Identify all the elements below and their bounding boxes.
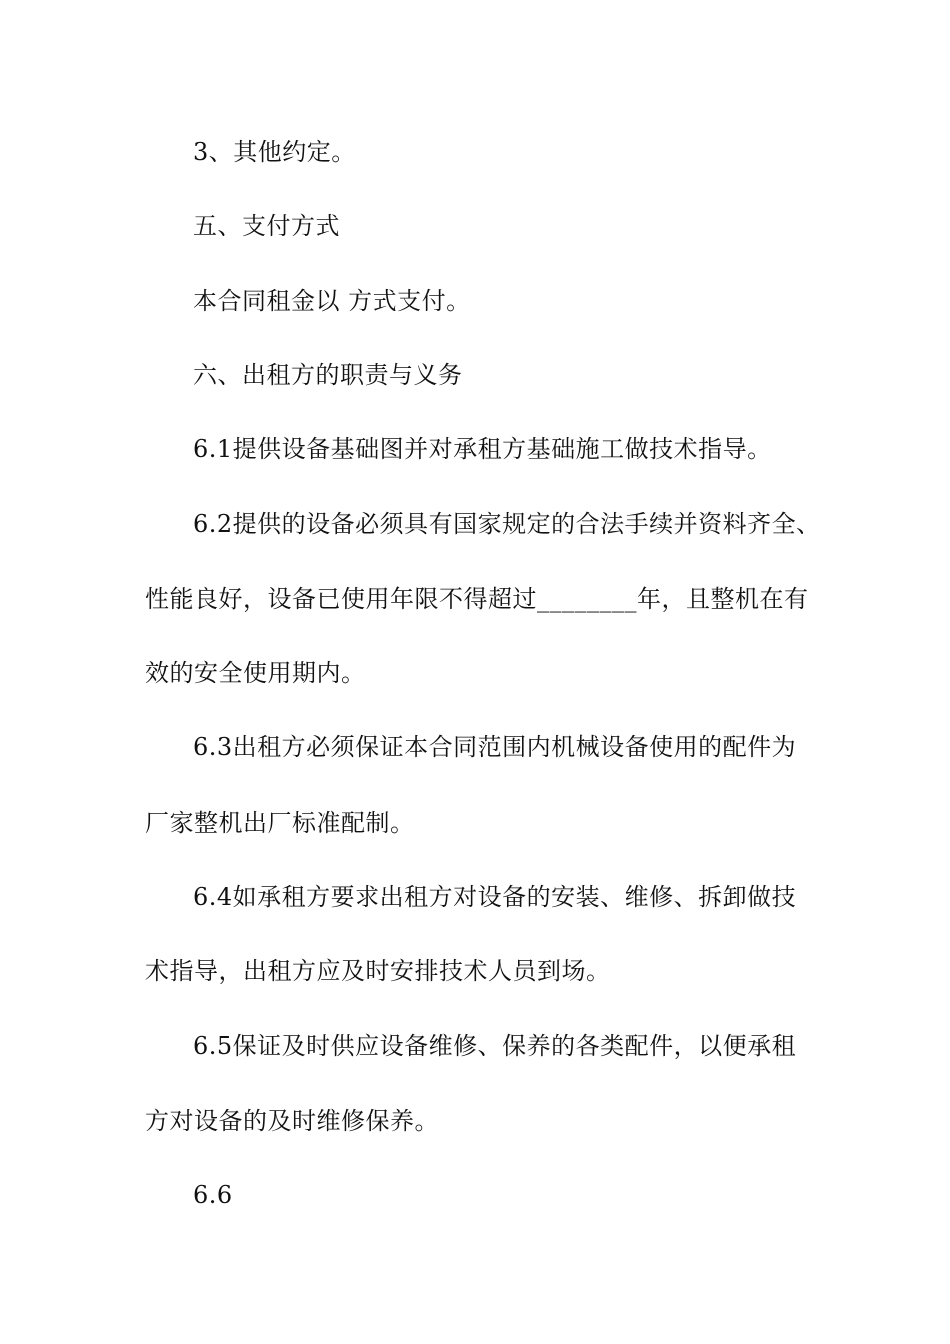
clause-6-4-line-1: 6.4如承租方要求出租方对设备的安装、维修、拆卸做技 (193, 883, 797, 911)
section-5-heading: 五、支付方式 (193, 212, 340, 240)
clause-6-4-line-2: 术指导，出租方应及时安排技术人员到场。 (145, 957, 611, 985)
clause-3-other-terms: 3、其他约定。 (193, 138, 356, 166)
clause-6-1: 6.1提供设备基础图并对承租方基础施工做技术指导。 (193, 435, 772, 463)
payment-method-text: 本合同租金以 方式支付。 (193, 287, 471, 315)
clause-6-3-line-2: 厂家整机出厂标准配制。 (145, 809, 415, 837)
clause-6-2-line-1: 6.2提供的设备必须具有国家规定的合法手续并资料齐全、 (193, 510, 821, 538)
clause-6-2-line-3: 效的安全使用期内。 (145, 659, 366, 687)
clause-6-6: 6.6 (193, 1181, 233, 1209)
section-6-heading: 六、出租方的职责与义务 (193, 361, 463, 389)
clause-6-3-line-1: 6.3出租方必须保证本合同范围内机械设备使用的配件为 (193, 733, 797, 761)
clause-6-5-line-1: 6.5保证及时供应设备维修、保养的各类配件，以便承租 (193, 1032, 797, 1060)
clause-6-2-line-2: 性能良好，设备已使用年限不得超过________年，且整机在有 (145, 585, 809, 613)
clause-6-5-line-2: 方对设备的及时维修保养。 (145, 1107, 439, 1135)
